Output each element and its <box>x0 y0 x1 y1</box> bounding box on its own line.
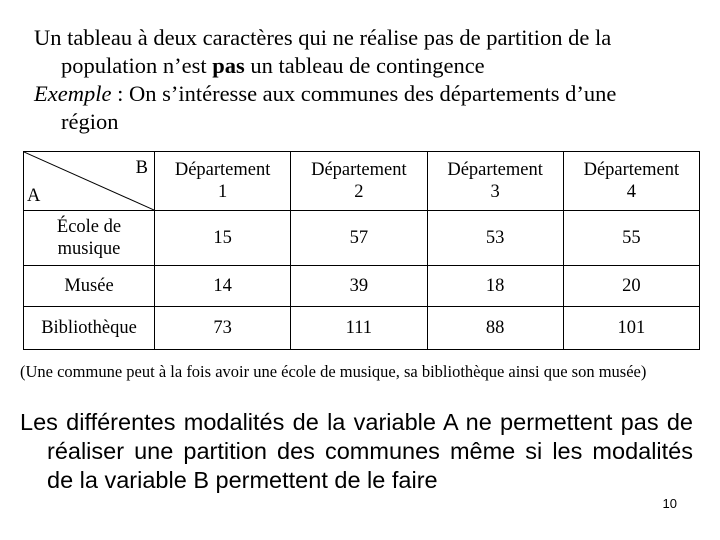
col-header-3-line1: Département <box>447 160 543 180</box>
example-label: Exemple <box>34 81 112 106</box>
col-header-3 <box>427 152 563 211</box>
table-cell: 88 <box>427 307 563 350</box>
table-cell: 18 <box>427 266 563 307</box>
conclusion-text <box>20 408 693 495</box>
col-header-2 <box>291 152 427 211</box>
corner-label-a: A <box>27 186 41 206</box>
col-header-2-line1: Département <box>311 160 407 180</box>
intro-line2-bold: pas <box>212 53 245 78</box>
col-header-3-line2: 3 <box>490 182 500 202</box>
table-cell: 14 <box>155 266 291 307</box>
col-header-4-line2: 4 <box>626 182 636 202</box>
corner-label-b: B <box>135 158 148 178</box>
table-cell: 39 <box>291 266 427 307</box>
example-text: : On s’intéresse aux communes des départements d’une <box>111 81 617 106</box>
intro-line2-after: un tableau de contingence <box>244 53 485 78</box>
table-cell: 73 <box>155 307 291 350</box>
row-header-ecole-de-musique <box>24 211 155 266</box>
intro-line1: Un tableau à deux caractères qui ne réalise pas de partition de la <box>34 25 612 50</box>
col-header-2-line2: 2 <box>354 182 364 202</box>
table-cell: 101 <box>563 307 699 350</box>
contingency-table <box>23 151 700 350</box>
corner-diagonal-line <box>24 152 154 210</box>
table-row <box>24 266 700 307</box>
col-header-4-line1: Département <box>583 160 680 180</box>
example-paragraph <box>34 80 689 136</box>
table-cell: 57 <box>291 211 427 266</box>
table-cell: 111 <box>291 307 427 350</box>
row-label-line1: École de <box>56 217 122 237</box>
col-header-1-line1: Département <box>174 160 271 180</box>
table-row <box>24 211 700 266</box>
row-header-musee: Musée <box>24 266 155 307</box>
row-header-bibliotheque: Bibliothèque <box>24 307 155 350</box>
table-header-row <box>24 152 700 211</box>
col-header-1 <box>155 152 291 211</box>
intro-paragraph <box>34 24 689 80</box>
table-cell: 15 <box>155 211 291 266</box>
intro-text <box>34 24 689 136</box>
table-corner-cell <box>24 152 155 211</box>
conclusion-paragraph: Les différentes modalités de la variable A ne permettent pas de réaliser une partition des communes même si les modalités de la variable B permettent de le faire <box>20 409 693 493</box>
table-cell: 55 <box>563 211 699 266</box>
example-continuation: région <box>61 109 119 134</box>
table-cell: 53 <box>427 211 563 266</box>
table-cell: 20 <box>563 266 699 307</box>
col-header-4 <box>563 152 699 211</box>
page-number: 10 <box>662 496 677 511</box>
table-note: (Une commune peut à la fois avoir une école de musique, sa bibliothèque ainsi que son musée) <box>20 362 647 381</box>
row-label-line2: musique <box>57 239 121 259</box>
col-header-1-line2: 1 <box>218 182 228 202</box>
table-row <box>24 307 700 350</box>
intro-line2-before: population n’est <box>61 53 213 78</box>
